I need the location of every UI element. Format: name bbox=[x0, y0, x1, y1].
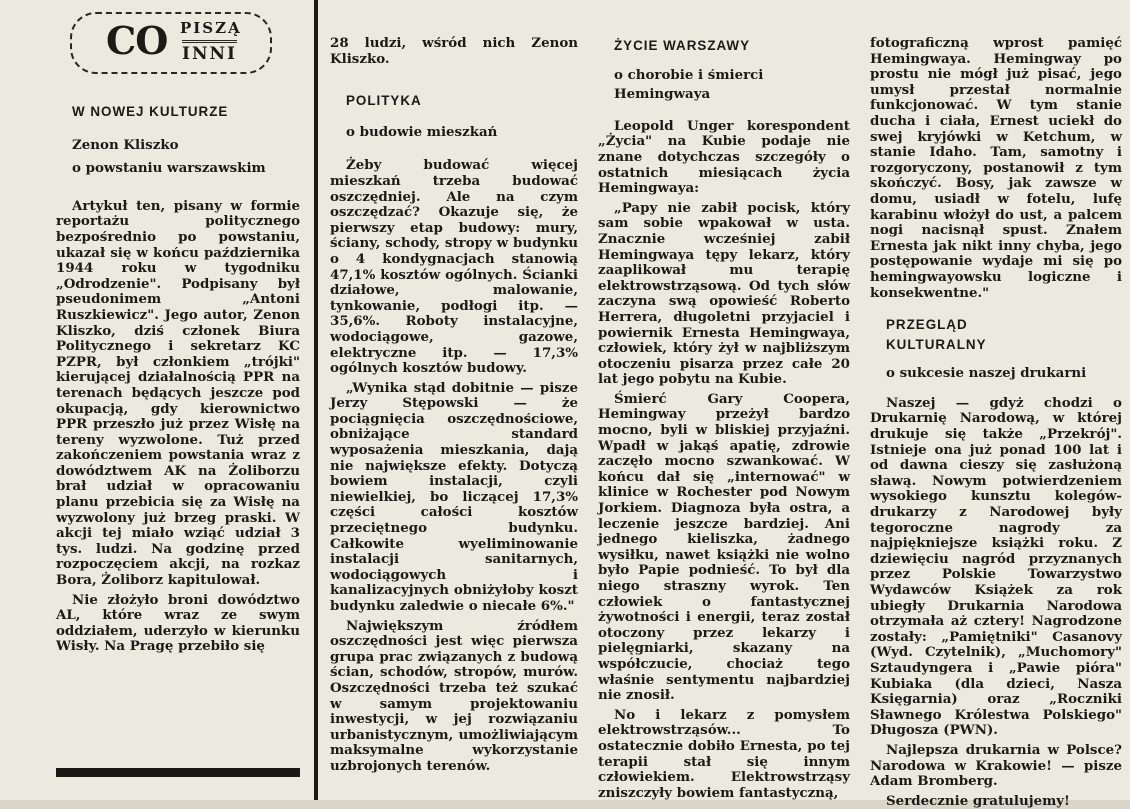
logo-top-text: PISZĄ bbox=[180, 19, 242, 37]
article-title-line-2: Hemingwaya bbox=[614, 86, 711, 103]
section-title: W NOWEJ KULTURZE bbox=[72, 104, 229, 119]
paragraph-continued: 28 ludzi, wśród nich Zenon Kliszko. bbox=[330, 35, 578, 67]
paragraph: Nie złożyło broni dowództwo AL, które wraz ze swym oddziałem, uderzyło w kierunku Wisły. Na Pragę przebiło się bbox=[56, 591, 300, 655]
paragraph: No i lekarz z pomysłem elektrowstrząsów... To ostatecznie dobiło Ernesta, po tej terapii stał się innym człowiekiem. Elektrowstrząsy zniszczyły bowiem fantastyczną, bbox=[598, 706, 850, 801]
paragraph-continued: fotograficzną wprost pamięć Hemingwaya. Hemingway po prostu nie mógł już pisać, jego umysł przestał normalnie funkcjonować. W tym stanie ducha i ciała, Ernest uciekł do swej kryjówki w Ketchum, w stanie Idaho. Tam, samotny i rozgoryczony, postanowił z tym skończyć. Bosy, jak zawsze w domu, usiadł w fotelu, lufę karabinu włożył do ust, a palcem nogi nacisnął spust. Znałem Ernesta jak nikt inny chyba, jego postępowanie wydaje mi się po hemingwayowsku logiczne i konsekwentne." bbox=[870, 35, 1122, 301]
article-title: o powstaniu warszawskim bbox=[72, 160, 266, 177]
section-title: POLITYKA bbox=[346, 93, 422, 109]
column-1 bbox=[56, 0, 300, 800]
co-pisza-inni-logo bbox=[70, 12, 272, 74]
paragraph: Leopold Unger korespondent „Życia" na Kubie podaje nie znane dotychczas szczegóły o ostatnich miesiącach życia Hemingwaya: bbox=[598, 117, 850, 197]
article-title-line-1: o chorobie i śmierci bbox=[614, 66, 764, 83]
paragraph: Naszej — gdyż chodzi o Drukarnię Narodową, w której drukuje się także „Przekrój". Istnieje ona już ponad 100 lat i od dawna cieszy się zasłużoną sławą. Nowym potwierdzeniem wysokiego kunsztu kolegów-drukarzy z Narodowej były tegoroczne nagrody za najpiękniejsze książki roku. Z dziewięciu nagród przyznanych przez Polskie Towarzystwo Wydawców Książek za rok ubiegły Drukarnia Narodowa otrzymała aż cztery! Nagrodzone zostały: „Pamiętniki" Casanovy (Wyd. Czytelnik), „Muchomory" Sztaudyngera i „Pawie pióra" Kubiaka (dla dzieci, Nasza Księgarnia) oraz „Roczniki Sławnego Królestwa Polskiego" Długosza (PWN). bbox=[870, 394, 1122, 739]
paragraph: Serdecznie gratulujemy! bbox=[886, 792, 1070, 809]
article-title: o budowie mieszkań bbox=[346, 123, 498, 140]
logo-co-text: CO bbox=[106, 18, 168, 63]
paragraph: Śmierć Gary Coopera, Hemingway przeżył bardzo mocno, byli w bliskiej przyjaźni. Wpadł w jakąś apatię, zdrowie zaczęło mocno szwankować. W końcu dał się „internować" w klinice w Rochester pod Nowym Jorkiem. Diagnoza była ostra, a leczenie jeszcze bardziej. Ani jednego kieliszka, żadnego wysiłku, nawet książki nie wolno było Papie podnieść. To był dla niego straszny wyrok. Ten człowiek o fantastycznej żywotności i energii, teraz został otoczony przez lekarzy i pielęgniarki, skazany na współczucie, chociaż tego właśnie sentymentu najbardziej nie znosił. bbox=[598, 390, 850, 704]
paragraph: Artykuł ten, pisany w formie reportażu politycznego bezpośrednio po powstaniu, ukazał się w końcu października 1944 roku w tygodniku „Odrodzenie". Podpisany był pseudonimem „Antoni Ruszkiewicz". Jego autor, Zenon Kliszko, dziś członek Biura Politycznego i sekretarz KC PZPR, był członkiem „trójki" kierującej działalnością PPR na terenach będących jeszcze pod okupacją, gdy kierownictwo PPR przeszło już przez Wisłę na tereny wyzwolone. Tuż przed zakończeniem powstania wraz z dowództwem AK na Żoliborzu brał udział w opracowaniu planu przebicia się za Wisłę na wyzwolony już brzeg praski. W akcji tej miało wziąć udział 3 tys. ludzi. Na godzinę przed rozpoczęciem akcji, na rozkaz Bora, Żoliborz kapitulował. bbox=[56, 197, 300, 589]
section-title: ŻYCIE WARSZAWY bbox=[614, 38, 751, 53]
column-4 bbox=[870, 35, 1122, 809]
section-title-line-2: KULTURALNY bbox=[886, 336, 987, 352]
column-2 bbox=[330, 36, 578, 796]
section-title-line-1: PRZEGLĄD bbox=[886, 317, 968, 333]
paragraph: Żeby budować więcej mieszkań trzeba budować oszczędniej. Ale na czym oszczędzać? Okazuje się, że pierwszy etap budowy: mury, ściany, schody, stropy w budynku o 4 kondygnacjach stanowią 47,1% kosztów ogólnych. Ścianki działowe, malowanie, tynkowanie, podłogi itp. — 35,6%. Roboty instalacyjne, wodociągowe, gazowe, elektryczne itp. — 17,3% ogólnych kosztów budowy. bbox=[330, 157, 578, 377]
paragraph: Największym źródłem oszczędności jest więc pierwsza grupa prac związanych z budową ścian, schodów, stropów, murów. Oszczędności trzeba też szukać w samym projektowaniu inwestycji, w jej rozwiązaniu urbanistycznym, umożliwiającym maksymalne wykorzystanie uzbrojonych terenów. bbox=[330, 617, 578, 774]
article-title: o sukcesie naszej drukarni bbox=[886, 365, 1087, 382]
paragraph: „Papy nie zabił pocisk, który sam sobie wpakował w usta. Znacznie wcześniej zabił Hemingwaya tępy lekarz, który zaaplikował mu terapię elektrowstrząsową. Od tych słów zaczyna swą opowieść Roberto Herrera, długoletni przyjaciel i powiernik Ernesta Hemingwaya, człowiek, który żył w najbliższym otoczeniu pisarza przez całe 20 lat jego pobytu na Kubie. bbox=[598, 199, 850, 388]
column-3 bbox=[598, 38, 850, 801]
paragraph: Najlepsza drukarnia w Polsce? Narodowa w Krakowie! — pisze Adam Bromberg. bbox=[870, 741, 1122, 790]
column-divider bbox=[314, 0, 318, 800]
article-author: Zenon Kliszko bbox=[72, 136, 179, 153]
bottom-bar bbox=[56, 768, 300, 777]
logo-bottom-text: INNI bbox=[182, 40, 237, 64]
paragraph: „Wynika stąd dobitnie — pisze Jerzy Stępowski — że pociągnięcia oszczędnościowe, obniżające standard wyposażenia mieszkania, dają nie największe efekty. Dotyczą bowiem instalacji, czyli niewielkiej, bo liczącej 17,3% części całości kosztów przeciętnego budynku. Całkowite wyeliminowanie instalacji sanitarnych, wodociągowych i kanalizacyjnych obniżyłoby koszt budynku zaledwie o niecałe 6%." bbox=[330, 379, 578, 614]
